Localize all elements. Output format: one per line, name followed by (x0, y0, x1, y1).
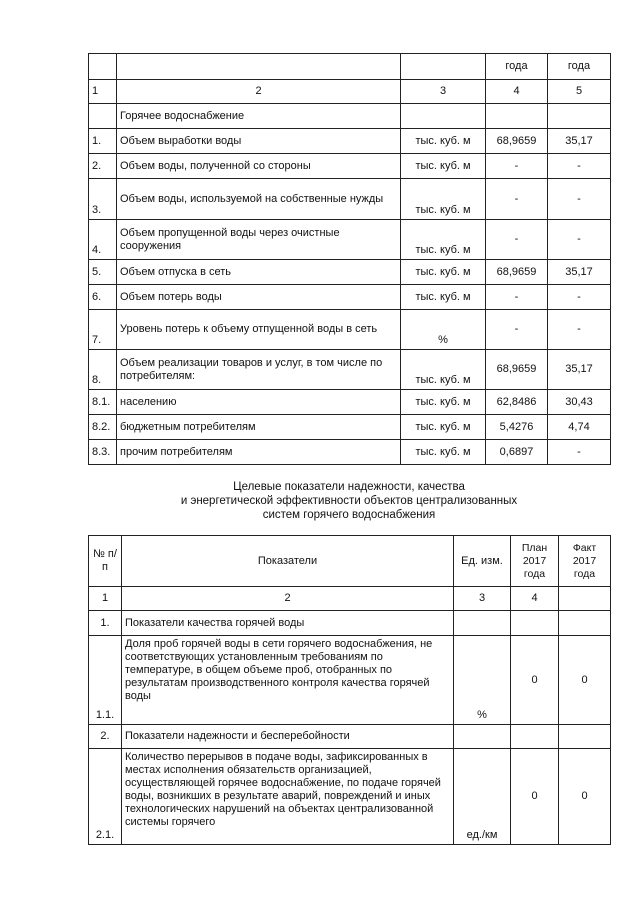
table-row (89, 611, 611, 636)
row-unit: тыс. куб. м (401, 179, 486, 220)
row-number: 1.1. (89, 636, 122, 725)
row-unit: ед./км (454, 749, 511, 845)
row-number: 8.1. (89, 390, 117, 415)
table-row (89, 725, 611, 749)
water-volume-table (88, 53, 611, 465)
row-name: Объем пропущенной воды через очистные сооружения (117, 220, 401, 260)
table1-section-row (89, 104, 611, 129)
row-number: 8. (89, 350, 117, 390)
row-name: Объем воды, используемой на собственные нужды (117, 179, 401, 220)
section-heading (88, 480, 610, 522)
header-name: Показатели (122, 536, 454, 587)
table-row (89, 415, 611, 440)
row-unit: % (454, 636, 511, 725)
table-row (89, 129, 611, 154)
row-number: 3. (89, 179, 117, 220)
heading-line: систем горячего водоснабжения (262, 509, 436, 521)
heading-line: и энергетической эффективности объектов централизованных (180, 495, 518, 507)
row-unit: тыс. куб. м (401, 129, 486, 154)
table-row (89, 636, 611, 725)
row-name: Доля проб горячей воды в сети горячего водоснабжения, не соответствующих установленным требованиям по температуре, в общем объеме проб, отобранных по результатам производственного контроля качества горячей воды (122, 636, 454, 725)
row-fact: 0 (559, 636, 611, 725)
colnum-cell: 2 (117, 80, 401, 104)
row-name: Количество перерывов в подаче воды, зафиксированных в местах исполнения обязательств организацией, осуществляющей горячее водоснабжение, по подаче горячей воды, возникших в результате аварий, повреждений и иных технологических нарушений на объектах централизованной системы горячего (122, 749, 454, 845)
table-row (89, 749, 611, 845)
row-unit (454, 611, 511, 636)
row-name: Объем реализации товаров и услуг, в том числе по потребителям: (117, 350, 401, 390)
row-name: Объем воды, полученной со стороны (117, 154, 401, 179)
row-number: 2.1. (89, 749, 122, 845)
colnum-cell: 4 (486, 80, 548, 104)
row-fact (559, 725, 611, 749)
colnum-cell: 4 (511, 587, 559, 611)
row-value-4: 68,9659 (486, 350, 548, 390)
row-name: Показатели надежности и бесперебойности (122, 725, 454, 749)
row-value-5: - (548, 220, 611, 260)
row-unit (454, 725, 511, 749)
header-fact: Факт 2017 года (559, 536, 611, 587)
row-plan (511, 611, 559, 636)
row-number: 1. (89, 129, 117, 154)
table-row (89, 179, 611, 220)
row-unit: тыс. куб. м (401, 154, 486, 179)
row-unit: тыс. куб. м (401, 285, 486, 310)
row-unit: тыс. куб. м (401, 440, 486, 465)
table-row (89, 350, 611, 390)
row-number: 2. (89, 725, 122, 749)
row-number: 2. (89, 154, 117, 179)
row-name: Уровень потерь к объему отпущенной воды в сеть (117, 310, 401, 350)
row-name: Объем отпуска в сеть (117, 260, 401, 285)
row-value-5: - (548, 285, 611, 310)
row-value-4: 68,9659 (486, 129, 548, 154)
row-unit: тыс. куб. м (401, 350, 486, 390)
row-value-4: 5,4276 (486, 415, 548, 440)
table1-header-row (89, 54, 611, 80)
table2-colnum-row (89, 587, 611, 611)
row-unit: тыс. куб. м (401, 260, 486, 285)
row-value-5: 35,17 (548, 350, 611, 390)
colnum-cell: 3 (401, 80, 486, 104)
header-plan: План 2017 года (511, 536, 559, 587)
row-number: 8.2. (89, 415, 117, 440)
row-fact (559, 611, 611, 636)
row-value-4: - (486, 310, 548, 350)
row-value-4: - (486, 285, 548, 310)
row-plan: 0 (511, 749, 559, 845)
row-name: Объем потерь воды (117, 285, 401, 310)
row-value-4: - (486, 220, 548, 260)
heading-line: Целевые показатели надежности, качества (233, 481, 465, 493)
table-row (89, 260, 611, 285)
colnum-cell: 1 (89, 80, 117, 104)
row-value-5: - (548, 154, 611, 179)
row-value-5: 35,17 (548, 260, 611, 285)
row-value-4: - (486, 179, 548, 220)
table-row (89, 440, 611, 465)
row-value-5: - (548, 310, 611, 350)
row-value-5: 30,43 (548, 390, 611, 415)
table-row (89, 310, 611, 350)
table1-colnum-row (89, 80, 611, 104)
section-title: Горячее водоснабжение (117, 104, 401, 129)
colnum-cell (559, 587, 611, 611)
table-row (89, 220, 611, 260)
header-num: № п/п (89, 536, 122, 587)
colnum-cell: 2 (122, 587, 454, 611)
row-name: Объем выработки воды (117, 129, 401, 154)
header-cell (117, 54, 401, 80)
row-value-5: 4,74 (548, 415, 611, 440)
colnum-cell: 3 (454, 587, 511, 611)
row-number: 7. (89, 310, 117, 350)
row-name: бюджетным потребителям (117, 415, 401, 440)
row-name: прочим потребителям (117, 440, 401, 465)
row-plan (511, 725, 559, 749)
row-fact: 0 (559, 749, 611, 845)
row-unit: % (401, 310, 486, 350)
row-value-4: 62,8486 (486, 390, 548, 415)
row-number: 8.3. (89, 440, 117, 465)
row-plan: 0 (511, 636, 559, 725)
row-number: 6. (89, 285, 117, 310)
table2-header-row (89, 536, 611, 587)
header-cell-year: года (548, 54, 611, 80)
table-row (89, 154, 611, 179)
row-value-4: - (486, 154, 548, 179)
row-value-4: 0,6897 (486, 440, 548, 465)
header-unit: Ед. изм. (454, 536, 511, 587)
table-row (89, 390, 611, 415)
row-unit: тыс. куб. м (401, 220, 486, 260)
colnum-cell: 1 (89, 587, 122, 611)
row-unit: тыс. куб. м (401, 390, 486, 415)
header-cell (401, 54, 486, 80)
row-value-4: 68,9659 (486, 260, 548, 285)
row-unit: тыс. куб. м (401, 415, 486, 440)
row-name: Показатели качества горячей воды (122, 611, 454, 636)
row-number: 4. (89, 220, 117, 260)
row-name: населению (117, 390, 401, 415)
target-indicators-table (88, 535, 611, 845)
table-row (89, 285, 611, 310)
row-number: 5. (89, 260, 117, 285)
header-cell-year: года (486, 54, 548, 80)
row-value-5: 35,17 (548, 129, 611, 154)
row-value-5: - (548, 179, 611, 220)
row-value-5: - (548, 440, 611, 465)
row-number: 1. (89, 611, 122, 636)
header-cell (89, 54, 117, 80)
colnum-cell: 5 (548, 80, 611, 104)
